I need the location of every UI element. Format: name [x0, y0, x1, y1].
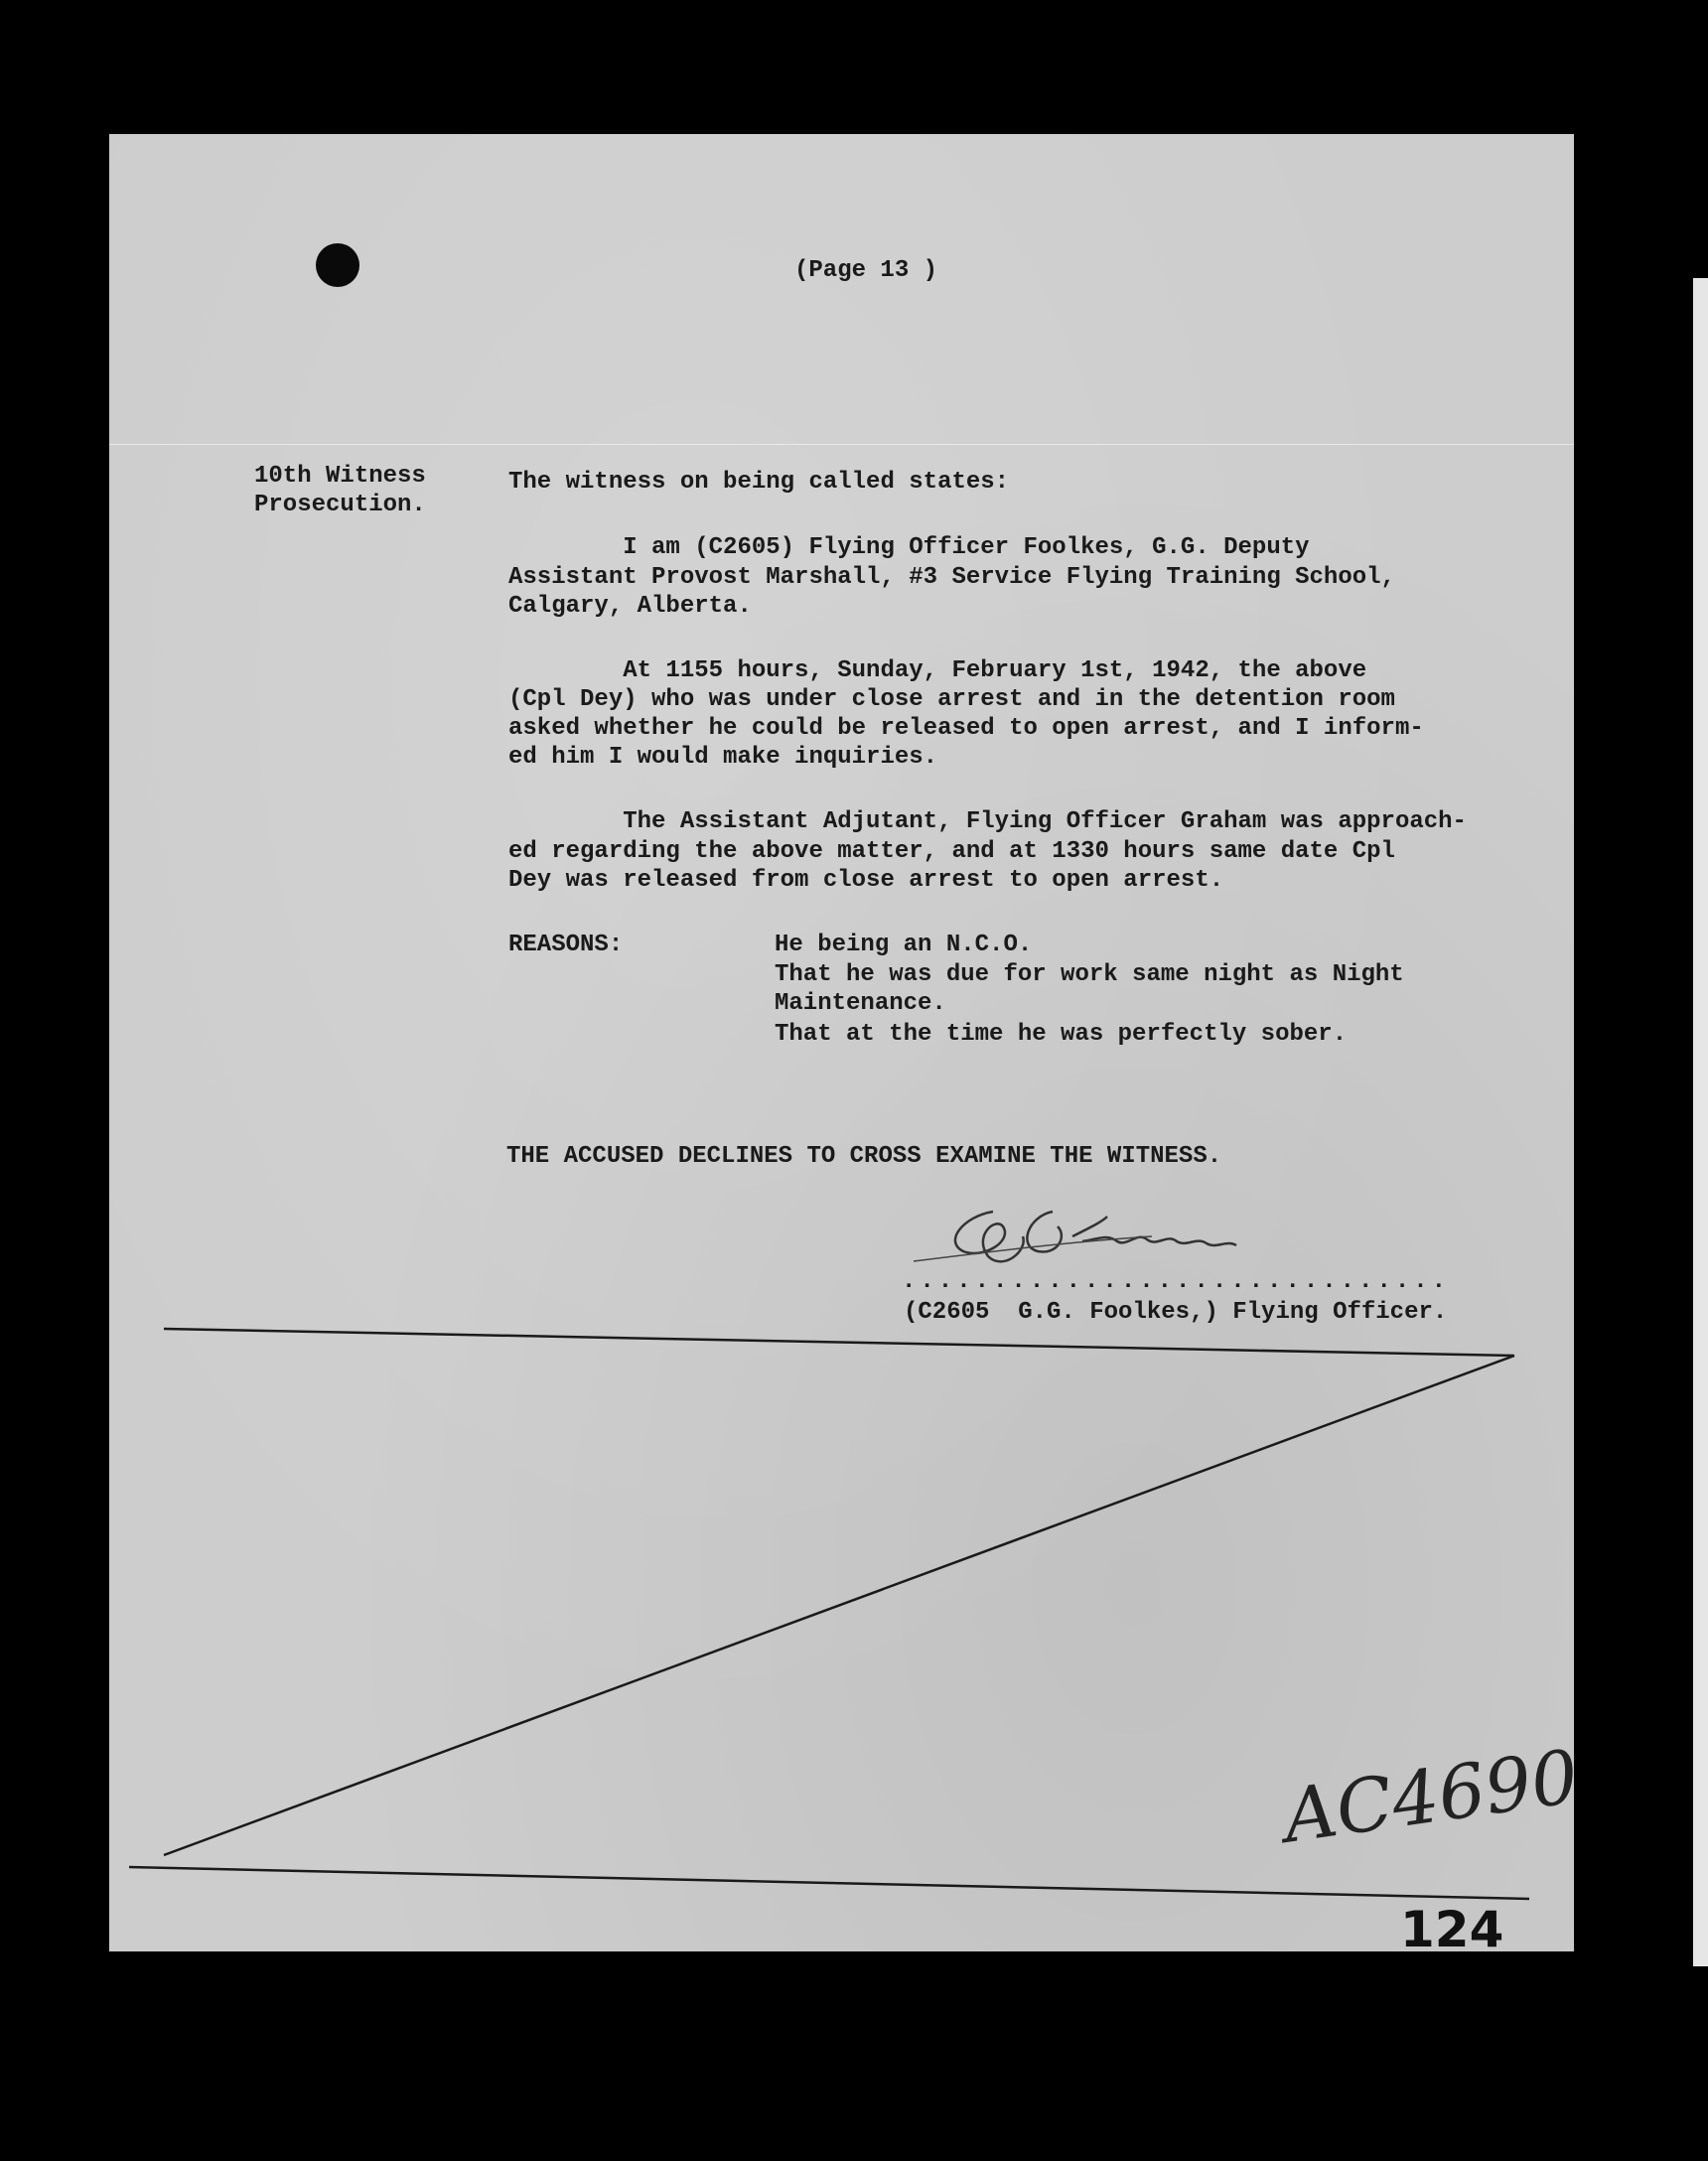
page-corner-number — [1395, 1887, 1524, 1966]
witness-label-line1: 10th Witness — [254, 463, 426, 490]
paragraph-2-line: ed him I would make inquiries. — [508, 744, 938, 771]
paragraph-3-line: The Assistant Adjutant, Flying Officer Graham was approach- — [508, 808, 1467, 835]
reasons-label: REASONS: — [508, 932, 624, 958]
paragraph-3-line: Dey was released from close arrest to open arrest. — [508, 867, 1224, 894]
intro-line: The witness on being called states: — [508, 469, 1010, 496]
declines-statement: THE ACCUSED DECLINES TO CROSS EXAMINE THE WITNESS. — [506, 1143, 1222, 1170]
paragraph-2-line: (Cpl Dey) who was under close arrest and in the detention room — [508, 686, 1395, 713]
page-header: (Page 13 ) — [794, 257, 938, 284]
upper-rule — [164, 1329, 1514, 1356]
signature-dotted-line: .............................. — [902, 1268, 1451, 1295]
paragraph-1-line: Calgary, Alberta. — [508, 593, 752, 620]
reason-item: He being an N.C.O. — [775, 932, 1033, 958]
reason-item: Maintenance. — [775, 990, 946, 1017]
reason-item: That he was due for work same night as Night — [775, 961, 1404, 988]
reason-item: That at the time he was perfectly sober. — [775, 1021, 1348, 1048]
stamp-number-handwritten — [1271, 1668, 1584, 1882]
paragraph-1-line: Assistant Provost Marshall, #3 Service Flying Training School, — [508, 564, 1395, 591]
stamp-number-text: AC4690 — [1278, 1734, 1584, 1860]
paragraph-2-line: asked whether he could be released to open arrest, and I inform- — [508, 715, 1424, 742]
witness-label-line2: Prosecution. — [254, 492, 426, 518]
paragraph-3-line: ed regarding the above matter, and at 1330 hours same date Cpl — [508, 838, 1395, 865]
paragraph-2-line: At 1155 hours, Sunday, February 1st, 1942, the above — [508, 657, 1367, 684]
signature-name-line: (C2605 G.G. Foolkes,) Flying Officer. — [904, 1299, 1448, 1326]
paragraph-1-line: I am (C2605) Flying Officer Foolkes, G.G. Deputy — [508, 534, 1310, 561]
page-corner-number-text: 124 — [1400, 1901, 1504, 1958]
